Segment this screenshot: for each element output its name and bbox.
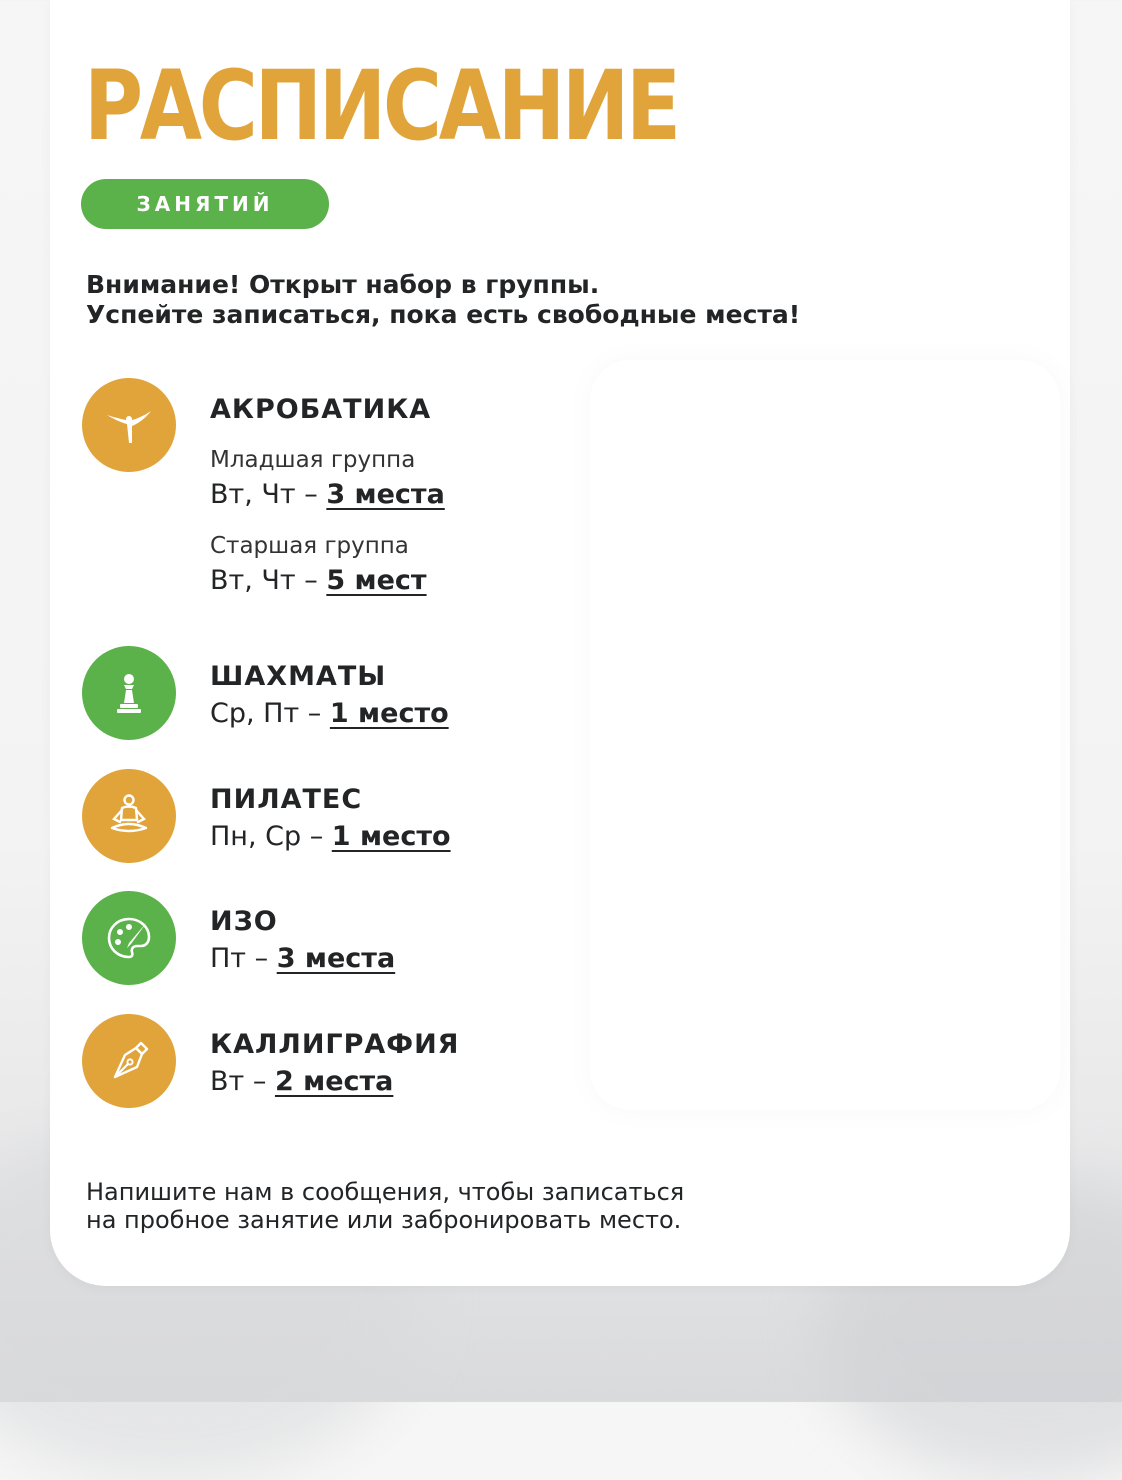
schedule-line — [210, 563, 445, 599]
footer-line-1: Напишите нам в сообщения, чтобы записаться — [86, 1178, 685, 1206]
schedule-days: Пт – — [210, 943, 269, 974]
page-title: РАСПИСАНИЕ — [84, 50, 678, 162]
pen-nib-icon — [82, 1014, 176, 1108]
schedule-line — [210, 1064, 459, 1100]
seats-available: 1 место — [329, 698, 449, 729]
schedule-line — [210, 696, 449, 732]
footer-text — [86, 1178, 684, 1234]
schedule-line — [210, 819, 451, 855]
palette-icon — [82, 891, 176, 985]
meditation-icon — [82, 769, 176, 863]
course-pilates — [210, 783, 451, 855]
footer-line-2: на пробное занятие или забронировать место. — [86, 1206, 682, 1234]
schedule-days: Пн, Ср – — [210, 821, 324, 852]
course-chess — [210, 660, 449, 732]
course-name: КАЛЛИГРАФИЯ — [210, 1029, 460, 1060]
course-name: ПИЛАТЕС — [210, 784, 363, 815]
schedule-line — [210, 941, 395, 977]
seats-available: 3 места — [276, 943, 396, 974]
notice-line-1: Внимание! Открыт набор в группы. — [86, 270, 600, 299]
chess-pawn-icon — [82, 646, 176, 740]
group-label: Старшая группа — [210, 533, 409, 559]
seats-available: 1 место — [331, 821, 451, 852]
schedule-days: Вт – — [210, 1066, 267, 1097]
subtitle-badge: ЗАНЯТИЙ — [81, 179, 329, 229]
schedule-line — [210, 477, 445, 513]
seats-available: 5 мест — [326, 565, 427, 596]
acrobat-icon — [82, 378, 176, 472]
course-acrobatics — [210, 393, 445, 599]
schedule-days: Вт, Чт – — [210, 479, 318, 510]
seats-available: 3 места — [326, 479, 445, 510]
schedule-days: Вт, Чт – — [210, 565, 318, 596]
course-art — [210, 905, 395, 977]
notice-text — [86, 270, 906, 330]
card-inner-panel — [590, 360, 1060, 1110]
seats-available: 2 места — [274, 1066, 394, 1097]
course-name: АКРОБАТИКА — [210, 394, 432, 425]
notice-line-2: Успейте записаться, пока есть свободные места! — [86, 300, 801, 329]
course-calligraphy — [210, 1028, 459, 1100]
schedule-days: Ср, Пт – — [210, 698, 322, 729]
course-name: ИЗО — [210, 906, 278, 937]
group-label: Младшая группа — [210, 447, 416, 473]
course-name: ШАХМАТЫ — [210, 661, 387, 692]
